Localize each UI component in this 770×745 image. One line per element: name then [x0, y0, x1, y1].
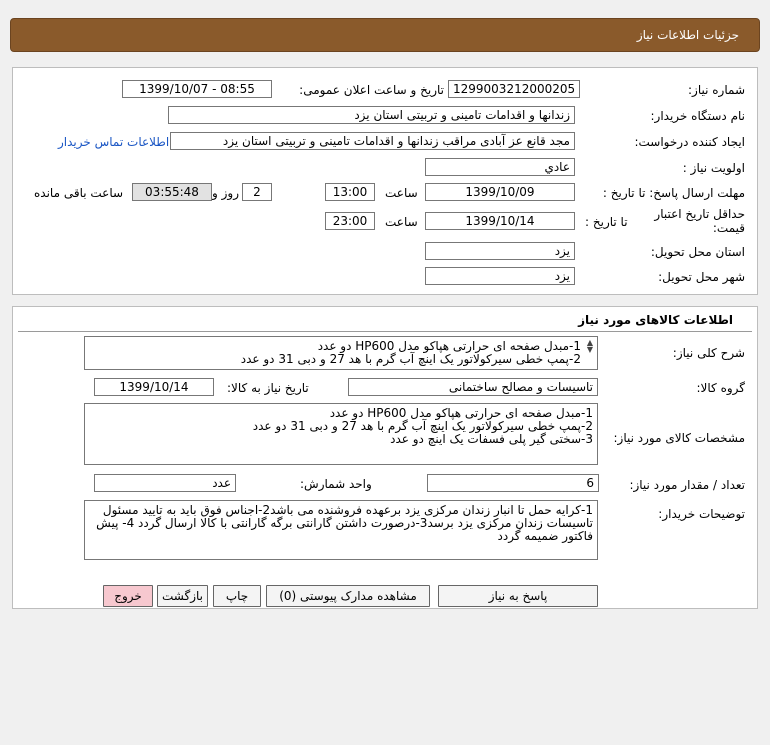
remaining-days-field: 2 [242, 183, 272, 201]
quantity-label: تعداد / مقدار مورد نیاز: [629, 478, 745, 492]
view-attachments-button[interactable]: مشاهده مدارک پیوستی (0) [266, 585, 430, 607]
priority-label: اولویت نیاز : [682, 161, 745, 175]
buyer-contact-link[interactable]: اطلاعات تماس خریدار [58, 135, 170, 149]
delivery-province-label: استان محل تحویل: [650, 245, 745, 259]
need-summary-textarea[interactable] [84, 336, 598, 370]
need-info-panel [12, 67, 758, 295]
goods-specs-textarea[interactable] [84, 403, 598, 465]
goods-specs-label: مشخصات کالای مورد نیاز: [613, 431, 745, 445]
validity-time-label: ساعت [385, 215, 418, 229]
quantity-field: 6 [427, 474, 599, 492]
print-button[interactable]: چاپ [213, 585, 261, 607]
need-summary-label: شرح کلی نیاز: [672, 346, 745, 360]
specs-line: 3-سختی گیر پلی فسفات یک اینچ دو عدد [390, 432, 593, 446]
price-validity-label-2: قیمت: [712, 221, 745, 235]
deadline-label: مهلت ارسال پاسخ: تا تاریخ : [602, 186, 745, 200]
goods-group-field: تاسیسات و مصالح ساختمانی [348, 378, 598, 396]
summary-line: 2-پمپ خطی سیرکولاتور یک اینچ آب گرم با هد 27 و دبی 31 دو عدد [240, 352, 581, 366]
goods-group-label: گروه کالا: [696, 381, 745, 395]
price-validity-label: حداقل تاریخ اعتبار [654, 207, 745, 221]
announce-date-field: 1399/10/07 - 08:55 [122, 80, 272, 98]
exit-button[interactable]: خروج [103, 585, 153, 607]
section-divider [18, 331, 752, 332]
need-date-field: 1399/10/14 [94, 378, 214, 396]
unit-field: عدد [94, 474, 236, 492]
reply-button[interactable]: پاسخ به نیاز [438, 585, 598, 607]
deadline-date-field: 1399/10/09 [425, 183, 575, 201]
buyer-notes-label: توضیحات خریدار: [658, 507, 745, 521]
deadline-time-field: 13:00 [325, 183, 375, 201]
deadline-time-label: ساعت [385, 186, 418, 200]
textarea-scroll-arrows[interactable]: ▲ ▼ [586, 338, 594, 354]
page-header [10, 18, 760, 52]
need-number-label: شماره نیاز: [688, 83, 745, 97]
validity-time-field: 23:00 [325, 212, 375, 230]
page-title: جزئیات اطلاعات نیاز [636, 28, 739, 42]
remaining-time-field: 03:55:48 [132, 183, 212, 201]
unit-label: واحد شمارش: [300, 477, 372, 491]
validity-to-date-label: تا تاریخ : [585, 215, 628, 229]
remaining-time-label: ساعت باقی مانده [34, 186, 124, 200]
need-number-field: 1299003212000205 [448, 80, 580, 98]
request-creator-label: ایجاد کننده درخواست: [634, 135, 745, 149]
buyer-name-label: نام دستگاه خریدار: [650, 109, 745, 123]
summary-line: 1-مبدل صفحه ای حرارتی هپاکو مدل HP600 دو عدد [317, 339, 581, 353]
delivery-province-field: یزد [425, 242, 575, 260]
validity-date-field: 1399/10/14 [425, 212, 575, 230]
goods-section-title: اطلاعات کالاهای مورد نیاز [578, 313, 733, 327]
specs-line: 2-پمپ خطی سیرکولاتور یک اینچ آب گرم با هد 27 و دبی 31 دو عدد [252, 419, 593, 433]
priority-field: عادي [425, 158, 575, 176]
request-creator-field: مجد قانع عز آبادی مراقب زندانها و اقدامات تامینی و تربیتی استان یزد [170, 132, 575, 150]
delivery-city-field: یزد [425, 267, 575, 285]
specs-line: 1-مبدل صفحه ای حرارتی هپاکو مدل HP600 دو عدد [329, 406, 593, 420]
announce-date-label: تاریخ و ساعت اعلان عمومی: [299, 83, 444, 97]
back-button[interactable]: بازگشت [157, 585, 208, 607]
buyer-notes-textarea[interactable]: 1-کرایه حمل تا انبار زندان مرکزی یزد برعهده فروشنده می باشد2-اجناس فوق باید به تایید مسئول تاسیسات زندان مرکزی یزد برسد3-درصورت داشتن گارانتی برگه گارانتی با کالا ارسال گردد 4- پیش فاکتور ضمیمه گردد [84, 500, 598, 560]
delivery-city-label: شهر محل تحویل: [658, 270, 745, 284]
days-label: روز و [212, 186, 239, 200]
buyer-name-field: زندانها و اقدامات تامینی و تربیتی استان یزد [168, 106, 575, 124]
need-date-label: تاریخ نیاز به کالا: [227, 381, 309, 395]
